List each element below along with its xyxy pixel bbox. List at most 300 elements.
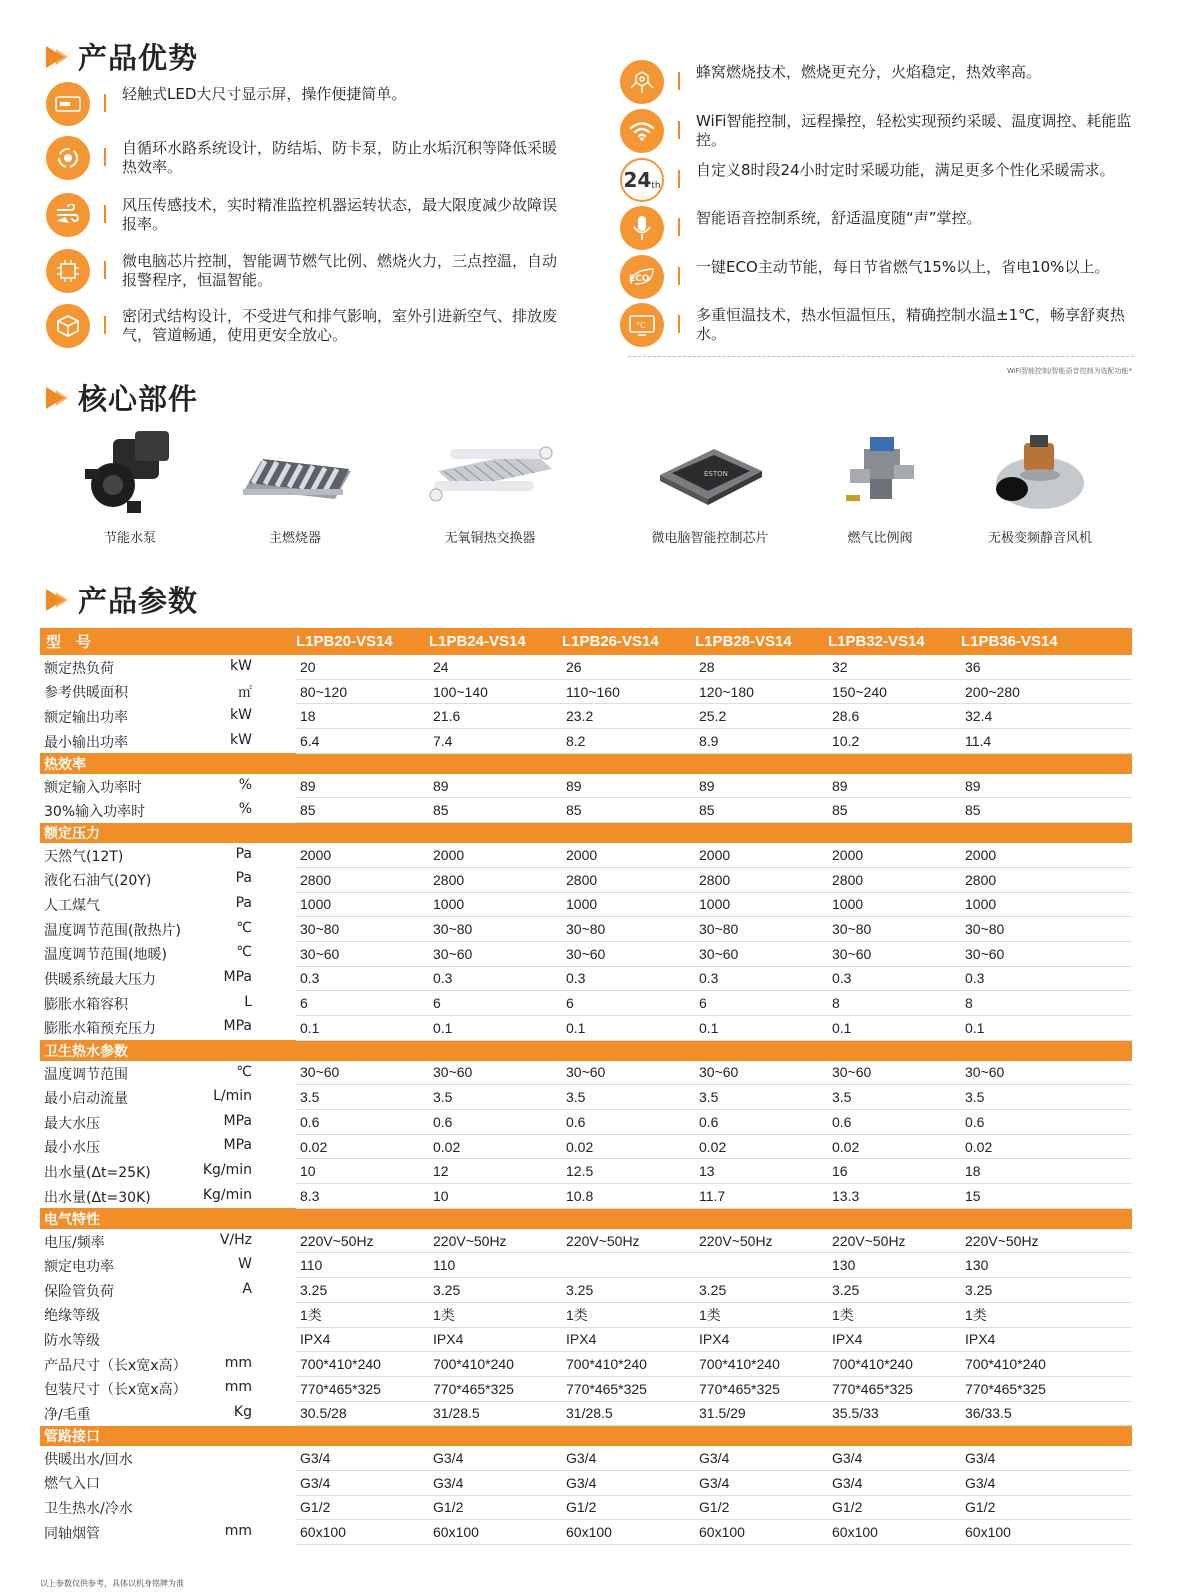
table-cell: 6 <box>296 991 429 1016</box>
table-cell: 700*410*240 <box>429 1352 562 1377</box>
table-row <box>40 704 1132 729</box>
row-label: 产品尺寸（长x宽x高） <box>44 1357 187 1374</box>
row-label: 防水等级 <box>44 1333 100 1349</box>
row-unit: MPa <box>223 1112 252 1129</box>
table-cell: 31/28.5 <box>562 1401 695 1426</box>
table-cell: 3.5 <box>961 1085 1132 1110</box>
table-cell: 30~80 <box>695 917 828 942</box>
thermostat-icon <box>620 303 664 347</box>
table-cell: 2800 <box>296 867 429 892</box>
table-cell: G1/2 <box>828 1495 961 1520</box>
row-label: 参考供暖面积 <box>44 685 128 702</box>
table-cell: 3.25 <box>296 1278 429 1303</box>
row-label: 最小水压 <box>44 1140 100 1157</box>
table-cell: G3/4 <box>562 1470 695 1495</box>
timer-24h-icon <box>620 158 664 202</box>
feature-divider <box>678 315 680 333</box>
row-unit: mm <box>224 1354 252 1371</box>
row-unit: L <box>244 993 252 1010</box>
feature-text: 风压传感技术，实时精准监控机器运转状态，最大限度减少故障误报率。 <box>122 196 558 233</box>
row-label-cell <box>40 1229 296 1253</box>
table-cell: 30~60 <box>562 941 695 966</box>
row-unit: Pa <box>235 846 252 863</box>
table-cell: 2800 <box>695 867 828 892</box>
row-label-cell <box>40 867 296 892</box>
control-chip-icon <box>650 425 770 517</box>
model-header-cell: L1PB28-VS14 <box>695 628 828 655</box>
table-row <box>40 966 1132 991</box>
row-label-cell <box>40 1253 296 1278</box>
row-label: 额定输出功率 <box>44 709 128 726</box>
table-cell: 220V~50Hz <box>828 1229 961 1253</box>
table-cell: 13 <box>695 1159 828 1184</box>
row-label: 净/毛重 <box>44 1407 91 1424</box>
table-row <box>40 941 1132 966</box>
table-row <box>40 917 1132 942</box>
arrow-icon <box>46 387 64 409</box>
table-cell: G1/2 <box>695 1495 828 1520</box>
row-label-cell <box>40 704 296 729</box>
table-cell: 30~80 <box>429 917 562 942</box>
divider <box>628 356 1134 357</box>
table-row <box>40 1134 1132 1159</box>
table-row <box>40 774 1132 798</box>
row-label: 电压/频率 <box>44 1234 105 1251</box>
table-cell: 0.02 <box>429 1134 562 1159</box>
feature-item <box>46 136 567 180</box>
table-cell: 16 <box>828 1159 961 1184</box>
table-cell: 3.25 <box>562 1278 695 1303</box>
group-label: 热效率 <box>40 753 1132 774</box>
table-cell: IPX4 <box>429 1327 562 1352</box>
table-cell: 85 <box>695 798 828 823</box>
table-cell: 36/33.5 <box>961 1401 1132 1426</box>
table-cell: G3/4 <box>828 1470 961 1495</box>
table-cell: 30~80 <box>562 917 695 942</box>
table-cell: 8.9 <box>695 729 828 754</box>
table-cell: 24 <box>429 655 562 679</box>
table-cell: 3.5 <box>296 1085 429 1110</box>
spec-table <box>40 628 1132 1545</box>
row-label-cell <box>40 1110 296 1135</box>
table-cell: 1类 <box>695 1302 828 1327</box>
row-label: 额定电功率 <box>44 1258 114 1275</box>
table-cell: 110~160 <box>562 679 695 704</box>
model-header-cell: L1PB20-VS14 <box>296 628 429 655</box>
table-cell: 32.4 <box>961 704 1132 729</box>
table-cell: 220V~50Hz <box>296 1229 429 1253</box>
row-label-cell <box>40 917 296 942</box>
table-row <box>40 1520 1132 1545</box>
section-title-advantages <box>46 36 198 77</box>
table-cell: G3/4 <box>562 1446 695 1470</box>
table-cell: G3/4 <box>695 1470 828 1495</box>
table-cell: 2000 <box>828 843 961 867</box>
table-cell: 2800 <box>429 867 562 892</box>
table-cell: 12 <box>429 1159 562 1184</box>
table-cell: 8.2 <box>562 729 695 754</box>
feature-text: 智能语音控制系统，舒适温度随“声”掌控。 <box>696 209 982 227</box>
table-cell: 1000 <box>961 892 1132 917</box>
model-header-cell: L1PB26-VS14 <box>562 628 695 655</box>
row-label: 燃气入口 <box>44 1476 100 1493</box>
component-gas-valve <box>820 425 940 546</box>
table-row <box>40 1302 1132 1327</box>
feature-item <box>620 303 1146 347</box>
table-cell: 30~80 <box>961 917 1132 942</box>
row-label-cell <box>40 679 296 704</box>
table-cell: 2000 <box>429 843 562 867</box>
feature-divider <box>104 261 106 279</box>
table-cell: 3.25 <box>429 1278 562 1303</box>
wifi-icon <box>620 109 664 153</box>
table-cell: 28 <box>695 655 828 679</box>
table-cell: 3.5 <box>828 1085 961 1110</box>
component-caption: 微电脑智能控制芯片 <box>651 531 769 546</box>
table-cell: 12.5 <box>562 1159 695 1184</box>
table-cell: 1000 <box>695 892 828 917</box>
row-label: 30%输入功率时 <box>44 803 146 820</box>
row-label-cell <box>40 1061 296 1085</box>
chip-label: ESTON <box>704 470 728 478</box>
table-cell: 6 <box>695 991 828 1016</box>
table-cell: 0.02 <box>296 1134 429 1159</box>
table-cell <box>695 1253 828 1278</box>
row-unit: MPa <box>223 969 252 986</box>
group-label: 卫生热水参数 <box>40 1040 1132 1061</box>
table-cell: 10.2 <box>828 729 961 754</box>
row-label: 温度调节范围(散热片) <box>44 922 181 939</box>
row-label-cell <box>40 729 296 754</box>
component-caption: 燃气比例阀 <box>847 531 913 546</box>
component-fan <box>975 425 1105 546</box>
feature-item <box>620 109 1146 153</box>
table-cell: 85 <box>828 798 961 823</box>
table-cell: 1000 <box>429 892 562 917</box>
row-unit: mm <box>224 1379 252 1396</box>
row-label: 额定热负荷 <box>44 661 114 677</box>
table-cell: 11.7 <box>695 1184 828 1209</box>
table-cell: 770*465*325 <box>562 1376 695 1401</box>
feature-text: 自定义8时段24小时定时采暖功能，满足更多个性化采暖需求。 <box>696 161 1115 179</box>
table-cell: G3/4 <box>695 1446 828 1470</box>
table-cell: 30~60 <box>429 1061 562 1085</box>
table-cell: 35.5/33 <box>828 1401 961 1426</box>
table-cell: G3/4 <box>296 1470 429 1495</box>
table-cell: 85 <box>562 798 695 823</box>
row-label: 供暖系统最大压力 <box>44 972 156 989</box>
component-caption: 无极变频静音风机 <box>987 531 1092 546</box>
row-unit: W <box>238 1255 252 1272</box>
row-unit: L/min <box>213 1087 252 1104</box>
feature-item <box>46 249 567 293</box>
table-cell: G1/2 <box>961 1495 1132 1520</box>
circulation-icon <box>46 136 90 180</box>
table-cell: 3.5 <box>695 1085 828 1110</box>
table-cell: 3.25 <box>828 1278 961 1303</box>
table-cell: 0.1 <box>828 1015 961 1040</box>
row-label: 最小启动流量 <box>44 1090 128 1107</box>
row-unit: kW <box>230 706 252 723</box>
feature-text: 多重恒温技术，热水恒温恒压，精确控制水温±1℃，畅享舒爽热水。 <box>696 306 1125 343</box>
microphone-icon <box>620 206 664 250</box>
table-cell: 770*465*325 <box>695 1376 828 1401</box>
row-label: 温度调节范围(地暖) <box>44 947 167 964</box>
table-cell: 30~60 <box>695 1061 828 1085</box>
table-cell: 2800 <box>562 867 695 892</box>
table-cell: 60x100 <box>695 1520 828 1545</box>
table-row <box>40 1327 1132 1352</box>
row-label-cell <box>40 798 296 823</box>
table-cell: 11.4 <box>961 729 1132 754</box>
table-cell: IPX4 <box>828 1327 961 1352</box>
row-unit: Kg/min <box>202 1161 252 1178</box>
row-unit: ℃ <box>236 1063 252 1080</box>
section-title-components <box>46 377 198 418</box>
table-cell: 770*465*325 <box>828 1376 961 1401</box>
table-cell: 13.3 <box>828 1184 961 1209</box>
table-group-row <box>40 1426 1132 1447</box>
section-title-text: 核心部件 <box>78 382 199 416</box>
table-cell: 30~60 <box>828 1061 961 1085</box>
table-row <box>40 679 1132 704</box>
section-title-params <box>46 579 198 620</box>
table-cell: 30~60 <box>296 941 429 966</box>
row-label-cell <box>40 1015 296 1040</box>
table-cell: 18 <box>296 704 429 729</box>
feature-divider <box>678 170 680 188</box>
eco-icon <box>620 255 664 299</box>
component-burner <box>225 425 365 546</box>
table-cell: 20 <box>296 655 429 679</box>
table-cell: 26 <box>562 655 695 679</box>
table-cell: IPX4 <box>562 1327 695 1352</box>
feature-text: 轻触式LED大尺寸显示屏，操作便捷简单。 <box>122 85 407 103</box>
table-cell: 28.6 <box>828 704 961 729</box>
table-cell: 0.3 <box>429 966 562 991</box>
table-cell: 0.02 <box>828 1134 961 1159</box>
feature-divider <box>104 316 106 334</box>
feature-divider <box>104 94 106 112</box>
table-cell: 30~60 <box>695 941 828 966</box>
row-unit: ℃ <box>236 919 252 936</box>
section-title-text: 产品参数 <box>78 584 199 618</box>
row-unit: % <box>238 776 252 793</box>
table-row <box>40 655 1132 679</box>
table-cell: 60x100 <box>828 1520 961 1545</box>
table-cell: 60x100 <box>961 1520 1132 1545</box>
table-cell: 60x100 <box>429 1520 562 1545</box>
table-cell: 1000 <box>828 892 961 917</box>
row-label: 卫生热水/冷水 <box>44 1501 133 1518</box>
chip-icon <box>46 249 90 293</box>
table-cell: 30~60 <box>828 941 961 966</box>
table-row <box>40 991 1132 1016</box>
row-label-cell <box>40 1520 296 1545</box>
table-cell: 10 <box>296 1159 429 1184</box>
table-row <box>40 1278 1132 1303</box>
row-label: 包装尺寸（长x宽x高） <box>44 1382 187 1399</box>
table-row <box>40 1015 1132 1040</box>
feature-item <box>46 304 567 348</box>
table-cell: IPX4 <box>695 1327 828 1352</box>
table-cell: 3.25 <box>695 1278 828 1303</box>
row-unit: mm <box>224 1522 252 1539</box>
group-label: 管路接口 <box>40 1426 1132 1447</box>
table-cell: G1/2 <box>296 1495 429 1520</box>
feature-divider <box>104 148 106 166</box>
table-cell: G3/4 <box>828 1446 961 1470</box>
table-cell: 0.3 <box>828 966 961 991</box>
table-cell: 130 <box>961 1253 1132 1278</box>
feature-item <box>620 158 1146 202</box>
row-label: 人工煤气 <box>44 898 100 914</box>
table-cell: 15 <box>961 1184 1132 1209</box>
row-unit: Pa <box>235 870 252 887</box>
table-cell: 0.6 <box>429 1110 562 1135</box>
table-cell: 30~80 <box>296 917 429 942</box>
row-label: 液化石油气(20Y) <box>44 873 152 890</box>
table-cell: 8 <box>961 991 1132 1016</box>
table-cell: 220V~50Hz <box>961 1229 1132 1253</box>
table-cell: 0.6 <box>296 1110 429 1135</box>
svg-text:ECO: ECO <box>629 274 650 284</box>
component-caption: 主燃烧器 <box>268 531 321 546</box>
table-cell: 23.2 <box>562 704 695 729</box>
table-cell: 3.5 <box>429 1085 562 1110</box>
table-row <box>40 1376 1132 1401</box>
row-label-cell <box>40 655 296 679</box>
row-unit: Kg <box>233 1404 252 1421</box>
table-cell: G1/2 <box>562 1495 695 1520</box>
heat-exchanger-icon <box>420 425 560 517</box>
table-cell: 2800 <box>828 867 961 892</box>
table-cell: 110 <box>296 1253 429 1278</box>
table-group-row <box>40 753 1132 774</box>
table-cell: 80~120 <box>296 679 429 704</box>
group-label: 电气特性 <box>40 1208 1132 1229</box>
table-cell: 1类 <box>429 1302 562 1327</box>
row-label-cell <box>40 1446 296 1470</box>
row-unit: MPa <box>223 1137 252 1154</box>
table-cell: 89 <box>961 774 1132 798</box>
row-unit: V/Hz <box>219 1231 252 1248</box>
table-cell: 8.3 <box>296 1184 429 1209</box>
table-cell <box>562 1253 695 1278</box>
honeycomb-icon <box>620 60 664 104</box>
feature-item <box>46 82 567 126</box>
model-header-label: 型 号 <box>40 628 296 655</box>
table-cell: IPX4 <box>296 1327 429 1352</box>
table-cell: 220V~50Hz <box>695 1229 828 1253</box>
row-label: 同轴烟管 <box>44 1525 100 1542</box>
row-label-cell <box>40 1159 296 1184</box>
table-cell: 220V~50Hz <box>562 1229 695 1253</box>
row-label-cell <box>40 1327 296 1352</box>
table-cell: 30~60 <box>562 1061 695 1085</box>
table-cell: 30~60 <box>429 941 562 966</box>
table-cell: G3/4 <box>961 1446 1132 1470</box>
feature-divider <box>678 267 680 285</box>
component-water-pump <box>60 425 200 546</box>
table-cell: 0.02 <box>562 1134 695 1159</box>
row-label: 膨胀水箱预充压力 <box>44 1021 156 1038</box>
table-cell: 32 <box>828 655 961 679</box>
row-label-cell <box>40 1376 296 1401</box>
group-label: 额定压力 <box>40 823 1132 844</box>
table-cell: 30~80 <box>828 917 961 942</box>
table-cell: 30~60 <box>961 1061 1132 1085</box>
row-unit: kW <box>230 731 252 748</box>
table-cell: 85 <box>296 798 429 823</box>
table-cell: 0.1 <box>562 1015 695 1040</box>
timer-24h-suffix: th <box>651 181 661 191</box>
wind-pressure-icon <box>46 193 90 237</box>
row-label-cell <box>40 1401 296 1426</box>
table-cell: 2000 <box>961 843 1132 867</box>
footnote: 以上参数仅供参考，具体以机身铭牌为准 <box>40 1579 184 1588</box>
feature-item <box>620 255 1146 299</box>
row-label-cell <box>40 966 296 991</box>
table-cell: G3/4 <box>429 1470 562 1495</box>
table-cell: 89 <box>296 774 429 798</box>
row-label: 出水量(Δt=25K) <box>44 1164 151 1181</box>
feature-text: 微电脑芯片控制，智能调节燃气比例、燃烧火力，三点控温，自动报警程序，恒温智能。 <box>122 252 558 289</box>
table-cell: 0.3 <box>961 966 1132 991</box>
table-cell: 0.3 <box>296 966 429 991</box>
table-cell: 0.6 <box>562 1110 695 1135</box>
row-unit: Pa <box>235 895 252 911</box>
sealed-box-icon <box>46 304 90 348</box>
table-row <box>40 1352 1132 1377</box>
row-label-cell <box>40 1302 296 1327</box>
row-unit: A <box>242 1280 252 1297</box>
feature-text: 一键ECO主动节能，每日节省燃气15%以上，省电10%以上。 <box>696 258 1110 276</box>
table-cell: 0.3 <box>695 966 828 991</box>
table-cell: 130 <box>828 1253 961 1278</box>
led-display-icon <box>46 82 90 126</box>
table-row <box>40 1229 1132 1253</box>
table-cell: 0.6 <box>828 1110 961 1135</box>
water-pump-icon <box>75 425 185 517</box>
table-cell: 85 <box>961 798 1132 823</box>
row-unit: MPa <box>223 1018 252 1035</box>
feature-text: 自循环水路系统设计，防结垢、防卡泵，防止水垢沉积等降低采暖热效率。 <box>122 139 558 176</box>
feature-text: 蜂窝燃烧技术，燃烧更充分，火焰稳定，热效率高。 <box>696 63 1042 81</box>
table-row <box>40 798 1132 823</box>
table-cell: 0.3 <box>562 966 695 991</box>
table-cell: 200~280 <box>961 679 1132 704</box>
row-label-cell <box>40 1495 296 1520</box>
table-group-row <box>40 823 1132 844</box>
table-row <box>40 843 1132 867</box>
table-cell: 30~60 <box>961 941 1132 966</box>
row-label: 天然气(12T) <box>44 849 124 866</box>
row-label-cell <box>40 1278 296 1303</box>
table-cell: 89 <box>828 774 961 798</box>
table-cell: 2000 <box>296 843 429 867</box>
table-cell: G3/4 <box>961 1470 1132 1495</box>
table-cell: 3.5 <box>562 1085 695 1110</box>
component-caption: 无氧铜热交换器 <box>444 531 536 546</box>
table-cell: 700*410*240 <box>695 1352 828 1377</box>
table-cell: 700*410*240 <box>828 1352 961 1377</box>
table-cell: 31.5/29 <box>695 1401 828 1426</box>
table-row <box>40 1470 1132 1495</box>
feature-divider <box>678 218 680 236</box>
feature-text: WiFi智能控制，远程操控，轻松实现预约采暖、温度调控、耗能监控。 <box>696 112 1132 149</box>
row-label: 额定输入功率时 <box>44 779 142 796</box>
